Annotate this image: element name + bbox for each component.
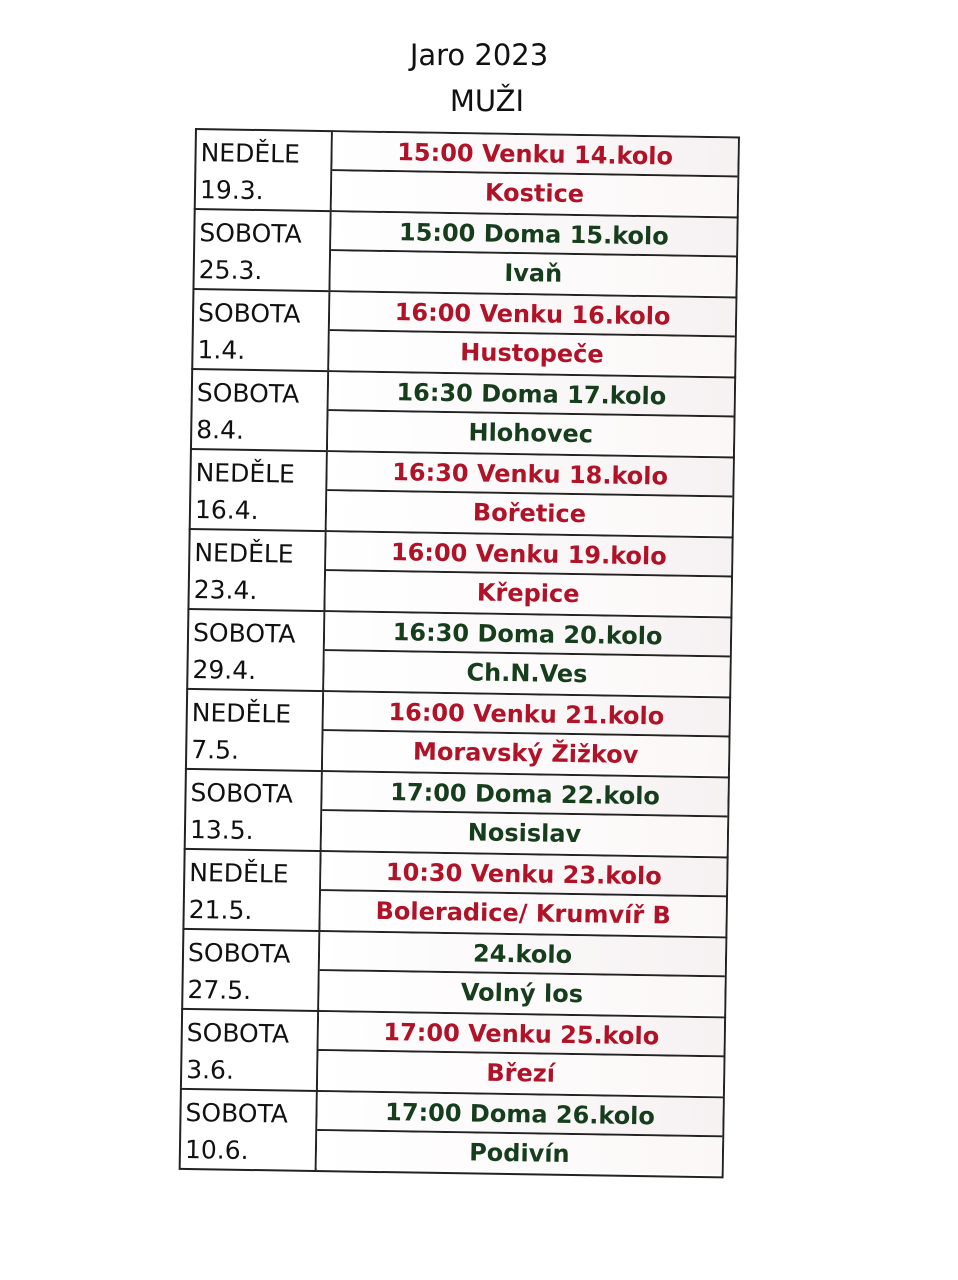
match-info: 15:00 Venku 14.kolo xyxy=(332,132,738,177)
match-info: 17:00 Venku 25.kolo xyxy=(319,1012,725,1057)
match-info: 16:00 Venku 16.kolo xyxy=(330,292,736,337)
opponent-name: Březí xyxy=(318,1051,724,1094)
match-cell xyxy=(327,452,733,536)
day-name: NEDĚLE xyxy=(200,138,301,169)
day-cell xyxy=(183,930,320,1010)
match-cell xyxy=(325,532,731,616)
day-cell xyxy=(192,370,329,450)
day-cell xyxy=(184,850,321,930)
day-name: NEDĚLE xyxy=(194,538,294,569)
day-name: SOBOTA xyxy=(190,778,294,809)
opponent-name: Křepice xyxy=(325,571,731,614)
day-cell xyxy=(188,610,325,690)
match-info: 17:00 Doma 26.kolo xyxy=(317,1092,723,1137)
day-cell xyxy=(181,1090,318,1170)
match-info: 16:00 Venku 19.kolo xyxy=(326,532,732,577)
day-name: SOBOTA xyxy=(197,298,301,329)
table-row xyxy=(186,608,732,697)
match-cell xyxy=(318,1012,724,1096)
page-subtitle: MUŽI xyxy=(449,84,525,118)
table-row xyxy=(179,1088,725,1179)
opponent-name: Boleradice/ Krumvíř B xyxy=(320,891,726,934)
opponent-name: Bořetice xyxy=(327,491,733,534)
match-date: 7.5. xyxy=(191,735,240,765)
match-info: 15:00 Doma 15.kolo xyxy=(331,212,737,257)
day-name: NEDĚLE xyxy=(195,458,296,489)
opponent-name: Ch.N.Ves xyxy=(324,651,730,694)
match-cell xyxy=(317,1092,723,1176)
match-date: 10.6. xyxy=(184,1134,249,1165)
day-name: NEDĚLE xyxy=(189,858,289,889)
match-info: 10:30 Venku 23.kolo xyxy=(321,852,727,897)
day-name: SOBOTA xyxy=(192,618,296,649)
day-cell xyxy=(186,770,323,850)
match-cell xyxy=(319,932,725,1016)
match-info: 16:00 Venku 21.kolo xyxy=(324,692,730,737)
match-cell xyxy=(324,612,730,696)
match-date: 29.4. xyxy=(192,655,257,686)
match-date: 8.4. xyxy=(196,415,245,445)
opponent-name: Podivín xyxy=(317,1131,723,1174)
match-cell xyxy=(322,772,728,856)
table-row xyxy=(181,928,727,1017)
match-date: 27.5. xyxy=(187,974,252,1005)
opponent-name: Volný los xyxy=(319,971,725,1014)
day-cell xyxy=(187,690,324,770)
opponent-name: Ivaň xyxy=(331,251,737,294)
opponent-name: Moravský Žižkov xyxy=(323,731,729,774)
day-cell xyxy=(193,290,330,370)
match-info: 16:30 Doma 17.kolo xyxy=(329,372,735,417)
match-cell xyxy=(330,212,736,296)
day-name: SOBOTA xyxy=(196,378,300,409)
match-cell xyxy=(323,692,729,776)
table-row xyxy=(190,368,736,457)
table-row xyxy=(180,1008,726,1097)
match-cell xyxy=(320,852,726,936)
table-row xyxy=(192,208,738,297)
match-cell xyxy=(332,132,738,216)
day-cell xyxy=(194,210,331,290)
match-date: 16.4. xyxy=(194,495,259,526)
match-date: 19.3. xyxy=(199,175,264,206)
match-cell xyxy=(329,292,735,376)
day-name: NEDĚLE xyxy=(191,698,292,729)
match-date: 13.5. xyxy=(189,815,254,846)
match-date: 25.3. xyxy=(198,255,263,286)
schedule-table xyxy=(179,128,740,1178)
day-name: SOBOTA xyxy=(185,1097,289,1129)
match-date: 3.6. xyxy=(185,1054,235,1085)
day-cell xyxy=(196,130,333,210)
table-row xyxy=(191,288,737,377)
match-info: 16:30 Doma 20.kolo xyxy=(325,612,731,657)
table-row xyxy=(182,848,728,937)
day-cell xyxy=(182,1010,319,1090)
table-row xyxy=(189,448,735,537)
opponent-name: Kostice xyxy=(332,171,738,214)
table-row xyxy=(184,768,730,857)
table-row xyxy=(185,688,731,777)
match-cell xyxy=(328,372,734,456)
opponent-name: Hlohovec xyxy=(328,411,734,454)
day-cell xyxy=(191,450,328,530)
match-date: 23.4. xyxy=(193,575,258,606)
match-info: 24.kolo xyxy=(320,932,726,977)
match-date: 21.5. xyxy=(188,894,253,925)
match-info: 17:00 Doma 22.kolo xyxy=(322,772,728,817)
page-title: Jaro 2023 xyxy=(409,38,549,72)
table-row xyxy=(187,528,733,617)
table-row xyxy=(194,128,740,217)
day-cell xyxy=(189,530,326,610)
day-name: SOBOTA xyxy=(199,218,302,249)
opponent-name: Nosislav xyxy=(322,811,728,854)
match-date: 1.4. xyxy=(197,335,246,365)
opponent-name: Hustopeče xyxy=(329,331,735,374)
day-name: SOBOTA xyxy=(187,937,291,969)
match-info: 16:30 Venku 18.kolo xyxy=(327,452,733,497)
day-name: SOBOTA xyxy=(186,1017,290,1049)
